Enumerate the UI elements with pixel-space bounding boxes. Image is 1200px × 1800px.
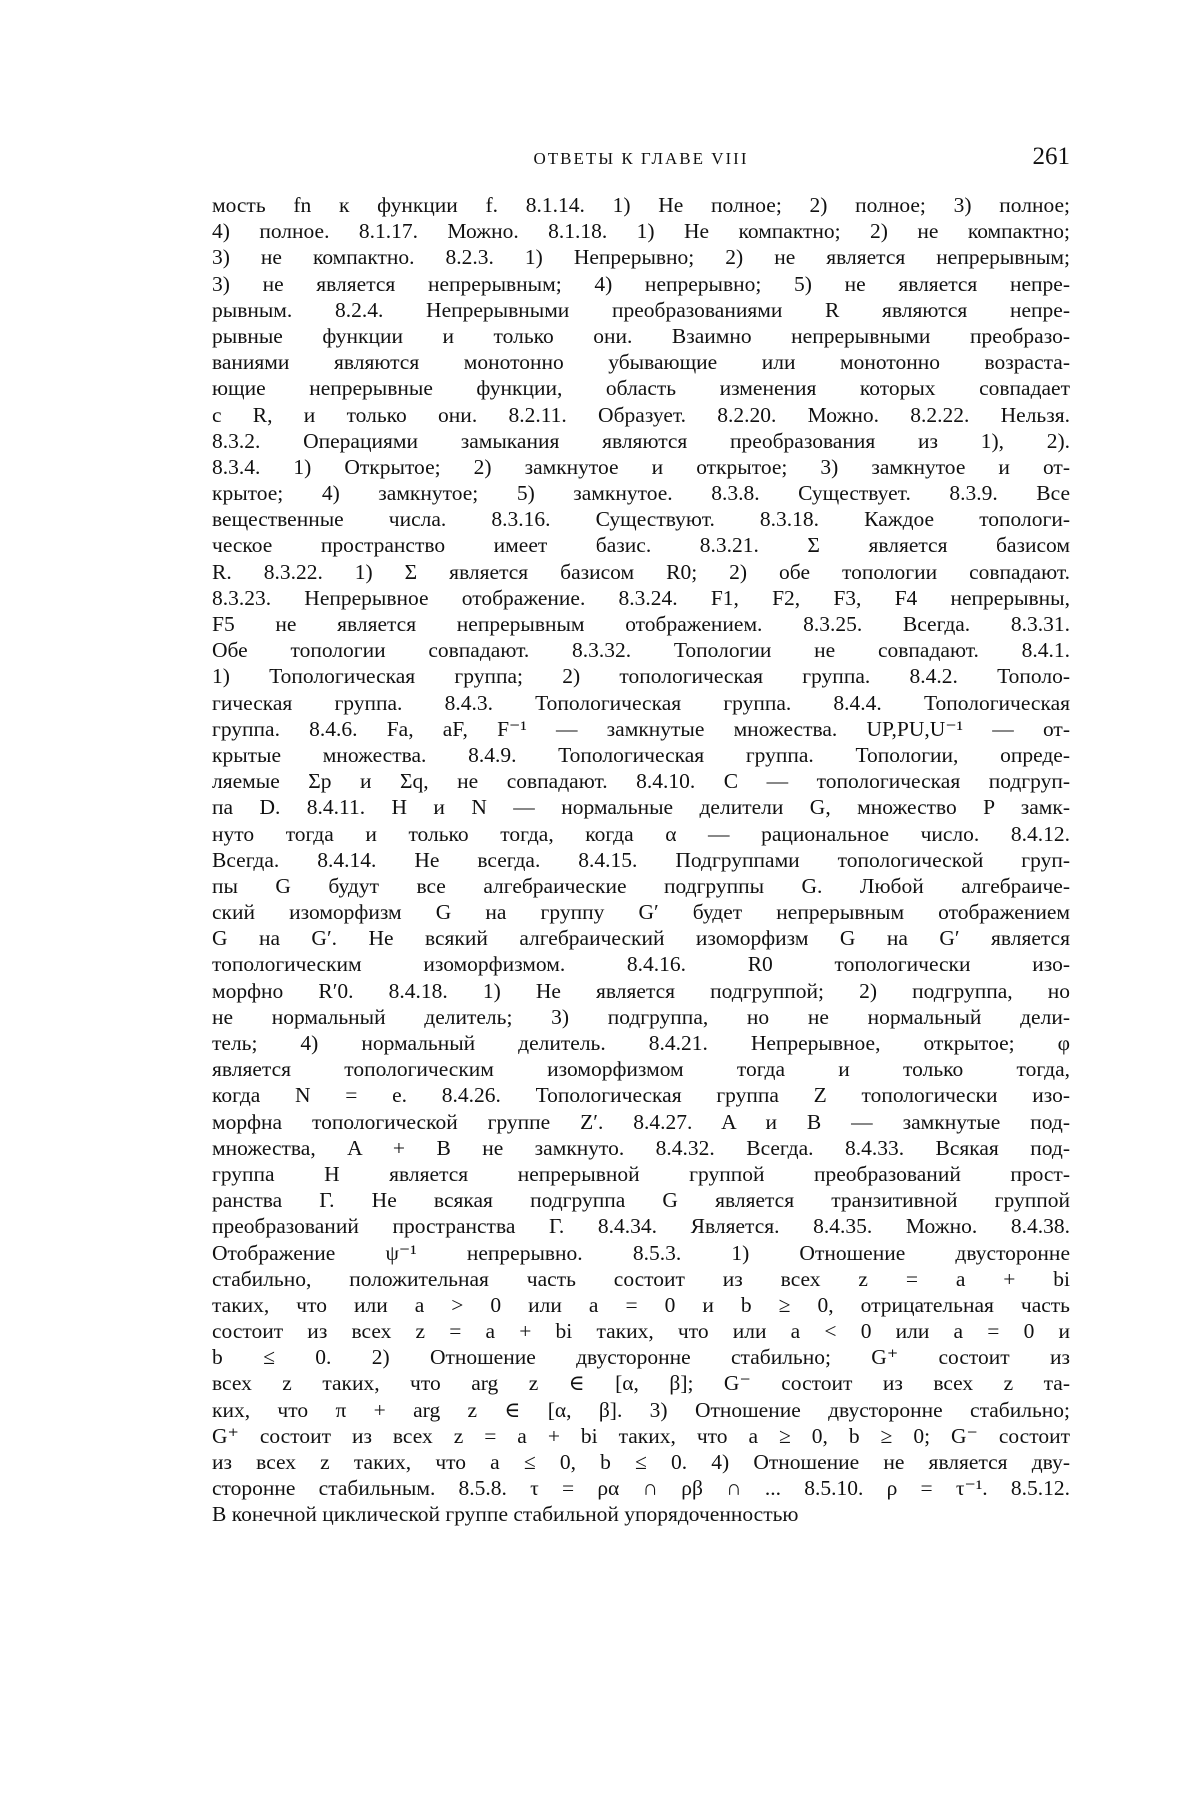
text-line: ких, что π + arg z ∈ [α, β]. 3) Отношение двусторонне стабильно; <box>212 1397 1070 1422</box>
text-line: ранства Γ. Не всякая подгруппа G является транзитивной группой <box>212 1188 1070 1213</box>
text-line: 3) не компактно. 8.2.3. 1) Непрерывно; 2) не является непрерывным; <box>212 245 1070 270</box>
text-line: морфна топологической группе Z′. 8.4.27. A и B — замкнутые под- <box>212 1109 1070 1134</box>
text-line: ский изоморфизм G на группу G′ будет непрерывным отображением <box>212 900 1070 925</box>
text-line: морфно R′0. 8.4.18. 1) Не является подгруппой; 2) подгруппа, но <box>212 978 1070 1003</box>
text-line: сторонне стабильным. 8.5.8. τ = ρα ∩ ρβ ∩ ... 8.5.10. ρ = τ⁻¹. 8.5.12. <box>212 1476 1070 1501</box>
text-line: группа H является непрерывной группой преобразований прост- <box>212 1161 1070 1186</box>
text-line: 8.3.2. Операциями замыкания являются преобразования из 1), 2). <box>212 428 1070 453</box>
text-line: 8.3.23. Непрерывное отображение. 8.3.24. F1, F2, F3, F4 непрерывны, <box>212 585 1070 610</box>
text-line: F5 не является непрерывным отображением. 8.3.25. Всегда. 8.3.31. <box>212 612 1070 636</box>
text-line: преобразований пространства Γ. 8.4.34. Является. 8.4.35. Можно. 8.4.38. <box>212 1214 1070 1239</box>
text-line: R. 8.3.22. 1) Σ является базисом R0; 2) обе топологии совпадают. <box>212 559 1070 584</box>
text-line: ваниями являются монотонно убывающие или монотонно возраста- <box>212 350 1070 375</box>
text-line: ющие непрерывные функции, область изменения которых совпадает <box>212 376 1070 401</box>
text-line: G⁺ состоит из всех z = a + bi таких, что a ≥ 0, b ≥ 0; G⁻ состоит <box>212 1423 1070 1448</box>
page-number: 261 <box>1032 143 1070 170</box>
text-line: вещественные числа. 8.3.16. Существуют. 8.3.18. Каждое топологи- <box>212 507 1070 532</box>
text-line: крытое; 4) замкнутое; 5) замкнутое. 8.3.8. Существует. 8.3.9. Все <box>212 481 1070 506</box>
text-line: G на G′. Не всякий алгебраический изоморфизм G на G′ является <box>212 926 1070 951</box>
text-line: Отображение ψ⁻¹ непрерывно. 8.5.3. 1) Отношение двусторонне <box>212 1240 1070 1265</box>
text-line: 3) не является непрерывным; 4) непрерывно; 5) не является непре- <box>212 271 1070 296</box>
text-line: Обе топологии совпадают. 8.3.32. Топологии не совпадают. 8.4.1. <box>212 638 1070 663</box>
text-line: 1) Топологическая группа; 2) топологическая группа. 8.4.2. Тополо- <box>212 664 1070 689</box>
text-line: когда N = e. 8.4.26. Топологическая группа Z топологически изо- <box>212 1083 1070 1108</box>
text-line: В конечной циклической группе стабильной упорядоченностью <box>212 1502 799 1527</box>
text-line: ческое пространство имеет базис. 8.3.21. Σ является базисом <box>212 533 1070 558</box>
text-line: является топологическим изоморфизмом тогда и только тогда, <box>212 1057 1070 1082</box>
text-line: состоит из всех z = a + bi таких, что или a < 0 или a = 0 и <box>212 1319 1070 1344</box>
text-line: всех z таких, что arg z ∈ [α, β]; G⁻ состоит из всех z та- <box>212 1371 1070 1396</box>
page-header <box>212 143 1070 183</box>
text-line: Всегда. 8.4.14. Не всегда. 8.4.15. Подгруппами топологической груп- <box>212 847 1070 872</box>
text-line: 4) полное. 8.1.17. Можно. 8.1.18. 1) Не компактно; 2) не компактно; <box>212 219 1070 244</box>
text-line: крытые множества. 8.4.9. Топологическая группа. Топологии, опреде- <box>212 742 1070 767</box>
text-line: ляемые Σp и Σq, не совпадают. 8.4.10. C — топологическая подгруп- <box>212 769 1070 794</box>
running-title: ОТВЕТЫ К ГЛАВЕ VIII <box>533 149 749 168</box>
text-line: с R, и только они. 8.2.11. Образует. 8.2.20. Можно. 8.2.22. Нельзя. <box>212 402 1070 427</box>
text-line: мость fn к функции f. 8.1.14. 1) Не полное; 2) полное; 3) полное; <box>212 193 1070 217</box>
text-line: стабильно, положительная часть состоит из всех z = a + bi <box>212 1266 1070 1291</box>
answers-text <box>212 192 1070 1528</box>
text-line: группа. 8.4.6. Fa, aF, F⁻¹ — замкнутые множества. UP,PU,U⁻¹ — от- <box>212 716 1070 741</box>
text-line: рывным. 8.2.4. Непрерывными преобразованиями R являются непре- <box>212 297 1070 322</box>
text-line: множества, A + B не замкнуто. 8.4.32. Всегда. 8.4.33. Всякая под- <box>212 1135 1070 1160</box>
text-line: из всех z таких, что a ≤ 0, b ≤ 0. 4) Отношение не является дву- <box>212 1450 1070 1474</box>
text-line: топологическим изоморфизмом. 8.4.16. R0 топологически изо- <box>212 952 1070 977</box>
text-line: не нормальный делитель; 3) подгруппа, но не нормальный дели- <box>212 1004 1070 1029</box>
text-line: тель; 4) нормальный делитель. 8.4.21. Непрерывное, открытое; φ <box>212 1031 1070 1055</box>
text-line: нуто тогда и только тогда, когда α — рациональное число. 8.4.12. <box>212 821 1070 846</box>
text-line: b ≤ 0. 2) Отношение двусторонне стабильно; G⁺ состоит из <box>212 1345 1070 1370</box>
text-line: па D. 8.4.11. H и N — нормальные делители G, множество P замк- <box>212 795 1070 820</box>
text-line: 8.3.4. 1) Открытое; 2) замкнутое и открытое; 3) замкнутое и от- <box>212 454 1070 479</box>
text-line: таких, что или a > 0 или a = 0 и b ≥ 0, отрицательная часть <box>212 1292 1070 1317</box>
text-line: гическая группа. 8.4.3. Топологическая группа. 8.4.4. Топологическая <box>212 690 1070 715</box>
text-line: рывные функции и только они. Взаимно непрерывными преобразо- <box>212 323 1070 348</box>
text-line: пы G будут все алгебраические подгруппы G. Любой алгебраиче- <box>212 873 1070 898</box>
